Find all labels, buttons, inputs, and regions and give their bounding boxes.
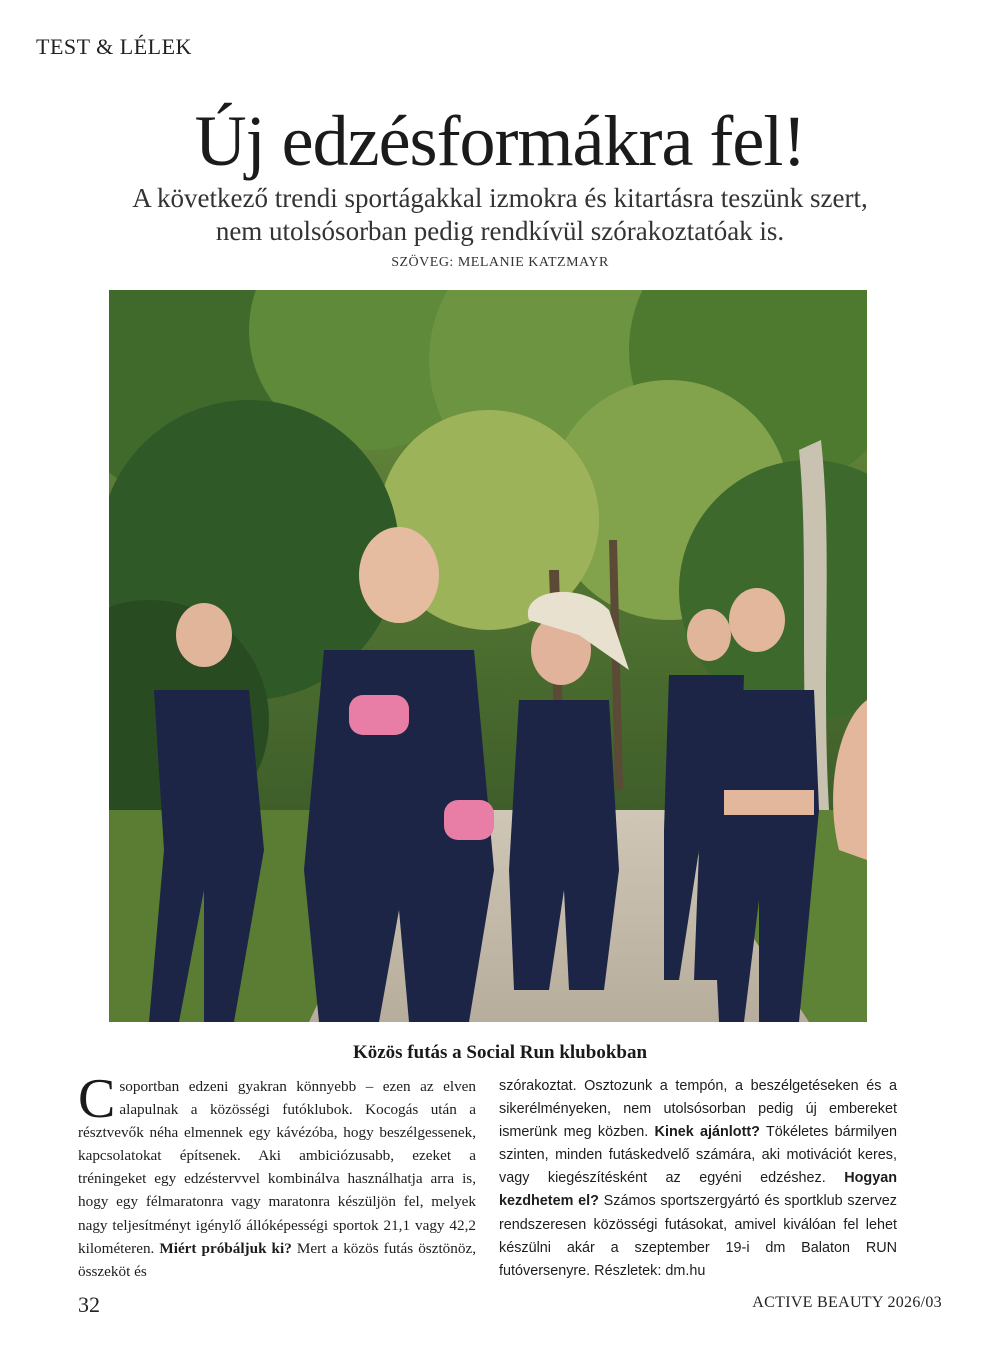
article-column-left — [78, 1068, 477, 1283]
article-column-right — [499, 1075, 897, 1283]
deck-line-1: A következő trendi sportágakkal izmokra és kitartásra teszünk szert, — [132, 183, 868, 213]
question-who: Kinek ajánlott? — [654, 1124, 760, 1141]
article-text: Mert a közös futás ösztönöz, összeköt és — [78, 1239, 477, 1280]
deck-line-2: nem utolsósorban pedig rendkívül szórakoztatóak is. — [215, 216, 785, 246]
section-label: TEST & LÉLEK — [36, 34, 192, 59]
running-group-photo — [109, 290, 867, 1022]
magazine-issue: ACTIVE BEAUTY 2026/03 — [752, 1294, 942, 1311]
page-number: 32 — [78, 1292, 100, 1317]
deck — [60, 182, 940, 248]
question-why: Miért próbáljuk ki? — [159, 1239, 292, 1257]
byline: SZÖVEG: MELANIE KATZMAYR — [391, 255, 609, 270]
drop-cap: C — [78, 1068, 116, 1130]
article-subhead: Közös futás a Social Run klubokban — [352, 1042, 648, 1063]
article-text: szórakoztat. Osztozunk a tempón, a beszélgetéseken és a sikerélményeken, nem utolsósorban pedig új embereket ismerünk meg közben. — [499, 1078, 897, 1141]
headline: Új edzésformákra fel! — [194, 101, 806, 181]
article-text: Tökéletes bármilyen szinten, minden futáskedvelő számára, aki motivációt keres, vagy kiegészítésként az egyéni edzéshez. — [499, 1124, 897, 1187]
article-text: soportban edzeni gyakran könnyebb – ezen az elven alapulnak a közösségi futóklubok. Kocogás után a résztvevők néha elmennek egy kávézóba, hogy beszélgessenek, kapcsolatokat építsenek. Aki ambiciózusabb, ezeket a tréningeket egy edzéstervvel kombinálva használhatja arra is, hogy egy félmaratonra vagy maratonra készüljön fel, melyek nagy teljesítményt igénylő állóképességi sportok 21,1 vagy 42,2 kilométeren. — [78, 1078, 476, 1257]
article-text: Számos sportszergyártó és sportklub szervez rendszeresen közösségi futásokat, amivel kiválóan fel lehet készülni akár a szeptember 19-i dm Balaton RUN futóversenyre. Részletek: dm.hu — [499, 1193, 897, 1279]
question-how: Hogyan kezdhetem el? — [499, 1170, 897, 1210]
